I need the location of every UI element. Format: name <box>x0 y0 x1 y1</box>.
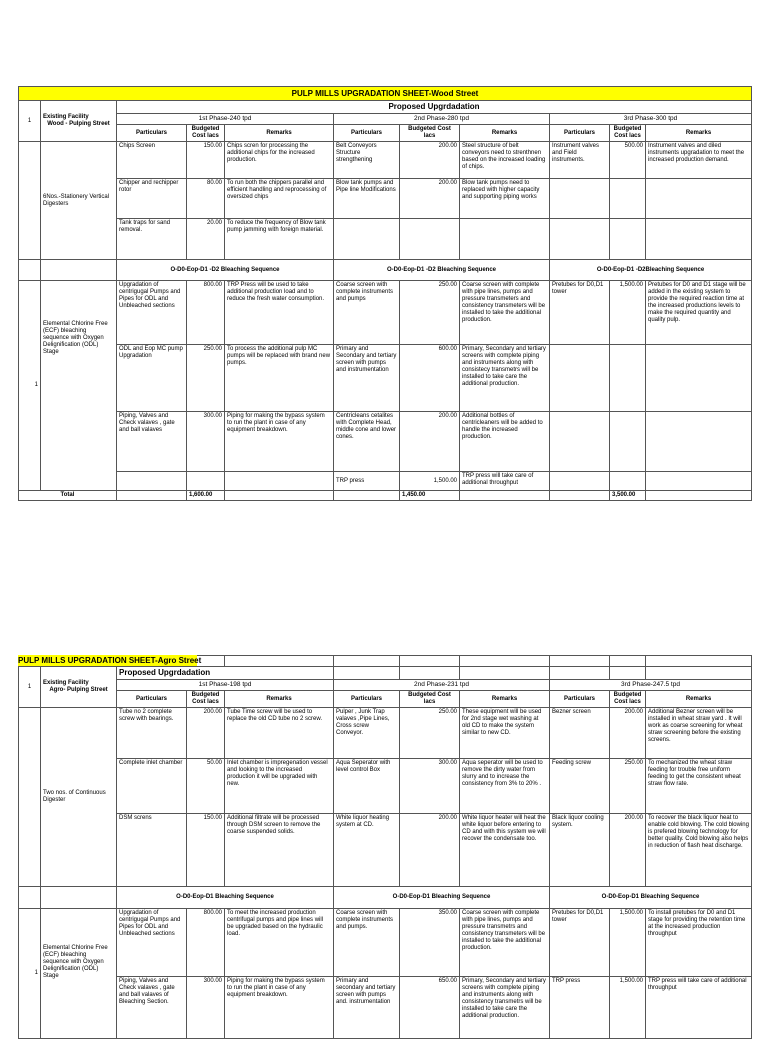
remarks-cell: To recover the black liquor heat to enable cold blowing. The cold blowing is prefered blowing technology for better quality. Cold blowing also helps in reduction of flash heat discharge. <box>646 814 752 887</box>
bleaching-sequence-header: O-D0-Eop-D1 Bleaching Sequence <box>334 887 550 909</box>
phase-3-header: 3rd Phase-300 tpd <box>550 114 752 125</box>
phase-3-header: 3rd Phase-247.5 tpd <box>550 680 752 691</box>
budget-cell: 20.00 <box>187 219 225 260</box>
remarks-cell: To reduce the frequency of Blow tank pump jamming with foreign material. <box>225 219 334 260</box>
group-number: 1 <box>19 281 41 491</box>
col-budget: Budgeted Cost lacs <box>187 691 225 708</box>
total-phase-3: 3,500.00 <box>610 491 646 501</box>
existing-facility-sub: Agro- Pulping Street <box>49 687 108 693</box>
total-phase-2: 1,450.00 <box>400 491 460 501</box>
budget-cell: 200.00 <box>400 814 460 887</box>
budget-cell: 800.00 <box>187 281 225 345</box>
remarks-cell: Primary, Secondary and tertiary screens with complete piping and instruments along with consistecy transmetrs will be installed to take care the additional production. <box>460 345 550 412</box>
budget-cell: 300.00 <box>187 412 225 472</box>
bleaching-sequence-header: O-D0-Eop-D1 -D2 Bleaching Sequence <box>334 260 550 281</box>
col-particulars: Particulars <box>550 691 610 708</box>
particulars-cell: Piping, Valves and Check valaves , gate and ball valaves <box>117 412 187 472</box>
budget-cell: 250.00 <box>187 345 225 412</box>
budget-cell: 300.00 <box>187 977 225 1039</box>
budget-cell: 350.00 <box>400 909 460 977</box>
sheet-title: PULP MILLS UPGRADATION SHEET-Wood Street <box>19 87 752 101</box>
group-digesters: 6Nos.-Stationery Vertical Digesters <box>41 142 117 260</box>
budget-cell: 150.00 <box>187 814 225 887</box>
col-remarks: Remarks <box>460 691 550 708</box>
particulars-cell: TRP press <box>334 472 400 491</box>
phase-1-header: 1st Phase-240 tpd <box>117 114 334 125</box>
particulars-cell: Primary and Secondary and tertiary screen with pumps and instrumentation <box>334 345 400 412</box>
bleaching-sequence-header: O-D0-Eop-D1 Bleaching Sequence <box>117 887 334 909</box>
particulars-cell: Tank traps for sand removal. <box>117 219 187 260</box>
remarks-cell: Chips scren for processing the additional chips for the increased production. <box>225 142 334 179</box>
remarks-cell: Steel structure of belt conveyors need to strenthnen based on the increased loading of chips. <box>460 142 550 179</box>
remarks-cell: To install pretubes for D0 and D1 stage for providing the retention time at the increased production throughput <box>646 909 752 977</box>
remarks-cell: To meet the increased production centrifugal pumps and pipe lines will be upgraded based on the hydraulic load. <box>225 909 334 977</box>
proposed-header: Proposed Upgrdadation <box>117 101 752 114</box>
particulars-cell: Pretubes for D0,D1 tower <box>550 909 610 977</box>
budget-cell: 80.00 <box>187 179 225 219</box>
col-remarks: Remarks <box>646 691 752 708</box>
budget-cell: 1,500.00 <box>400 472 460 491</box>
wood-street-sheet <box>18 86 752 501</box>
remarks-cell: White liquor heater will heat the white liquor before entering to CD and with this system we will recover the condensate too. <box>460 814 550 887</box>
phase-2-header: 2nd Phase-231 tpd <box>334 680 550 691</box>
budget-cell: 200.00 <box>400 412 460 472</box>
budget-cell: 600.00 <box>400 345 460 412</box>
particulars-cell: Pulper , Junk Trap valaves ,Pipe Lines, Cross screw Conveyor. <box>334 708 400 759</box>
remarks-cell: Additional bottles of centricleaners will be added to handle the increased production. <box>460 412 550 472</box>
remarks-cell: Piping for making the bypass system to run the plant in case of any equipment breakdown. <box>225 412 334 472</box>
particulars-cell: Chips Screen <box>117 142 187 179</box>
existing-facility-header <box>41 667 117 708</box>
existing-facility-label: Existing Facility <box>43 680 89 686</box>
budget-cell: 300.00 <box>400 759 460 814</box>
col-particulars: Particulars <box>334 691 400 708</box>
budget-cell: 200.00 <box>610 708 646 759</box>
budget-cell: 200.00 <box>187 708 225 759</box>
col-particulars: Particulars <box>334 125 400 142</box>
group-ecf-bleaching: Elemental Chlorine Free (ECF) bleaching sequence with Oxygen Delignification (ODL) Stage <box>41 281 117 491</box>
particulars-cell: Coarse screen with complete instruments and pumps. <box>334 909 400 977</box>
particulars-cell: Black liquor cooling system. <box>550 814 610 887</box>
particulars-cell: Complete inlet chamber <box>117 759 187 814</box>
budget-cell: 650.00 <box>400 977 460 1039</box>
phase-1-header: 1st Phase-198 tpd <box>117 680 334 691</box>
row-number: 1 <box>19 667 41 708</box>
col-budget: Budgeted Cost lacs <box>400 125 460 142</box>
particulars-cell: Piping, Valves and Check valaves , gate and ball valaves of Bleaching Section. <box>117 977 187 1039</box>
group-number: 1 <box>19 909 41 1039</box>
particulars-cell: Feeding screw <box>550 759 610 814</box>
particulars-cell: Bezner screen <box>550 708 610 759</box>
col-budget: Budgeted Cost lacs <box>400 691 460 708</box>
proposed-header: Proposed Upgrdadation <box>117 667 334 680</box>
budget-cell: 1,500.00 <box>610 977 646 1039</box>
remarks-cell: Instrument valves and diled instruments upgradation to meet the increased production demand. <box>646 142 752 179</box>
remarks-cell: Additional Bezner screen will be installed in wheat straw yard . It will work as coarse screening for wheat straw screening before the existing screens. <box>646 708 752 759</box>
sheet-title: PULP MILLS UPGRADATION SHEET-Agro Street <box>18 656 202 665</box>
remarks-cell: Inlet chamber is impregenation vessel and looking to the increased production it will be upgraded with new. <box>225 759 334 814</box>
budget-cell: 200.00 <box>400 142 460 179</box>
particulars-cell: Upgradation of centrigugal Pumps and Pipes for ODL and Unbleached sections <box>117 909 187 977</box>
col-remarks: Remarks <box>225 691 334 708</box>
row-number: 1 <box>19 101 41 142</box>
remarks-cell: Piping for making the bypass system to run the plant in case of any equipment breakdown. <box>225 977 334 1039</box>
particulars-cell: Belt Conveyors Structure strengthening <box>334 142 400 179</box>
particulars-cell: White liquor heating system at CD. <box>334 814 400 887</box>
col-remarks: Remarks <box>225 125 334 142</box>
existing-facility-label: Existing Facility <box>43 114 89 120</box>
particulars-cell: ODL and Eop MC pump Upgradation <box>117 345 187 412</box>
remarks-cell: To process the additional pulp MC pumps will be replaced with brand new pumps. <box>225 345 334 412</box>
bleaching-sequence-header: O-D0-Eop-D1 -D2 Bleaching Sequence <box>117 260 334 281</box>
budget-cell: 150.00 <box>187 142 225 179</box>
col-budget: Budgeted Cost lacs <box>610 125 646 142</box>
remarks-cell: TRP press will take care of additional throughput <box>460 472 550 491</box>
particulars-cell: Pretubes for D0,D1 tower <box>550 281 610 345</box>
agro-street-sheet <box>18 655 752 1039</box>
particulars-cell: Blow tank pumps and Pipe line Modifications <box>334 179 400 219</box>
total-label: Total <box>19 491 117 501</box>
budget-cell: 50.00 <box>187 759 225 814</box>
budget-cell: 500.00 <box>610 142 646 179</box>
col-particulars: Particulars <box>117 125 187 142</box>
budget-cell: 200.00 <box>400 179 460 219</box>
particulars-cell: Centricleans cetalites with Complete Head, middle cone and lower cones. <box>334 412 400 472</box>
bleaching-sequence-header: O-D0-Eop-D1 Bleaching Sequence <box>550 887 752 909</box>
remarks-cell: Blow tank pumps need to replaced with higher capacity and supporting piping works <box>460 179 550 219</box>
particulars-cell: Coarse screen with complete instruments and pumps <box>334 281 400 345</box>
col-budget: Budgeted Cost lacs <box>187 125 225 142</box>
existing-facility-header <box>41 101 117 142</box>
particulars-cell: Aqua Seperator with level control Box <box>334 759 400 814</box>
budget-cell: 250.00 <box>400 708 460 759</box>
remarks-cell: To mechanized the wheat straw feeding for trouble free uniform feeding to get the consistent wheat straw flow rate. <box>646 759 752 814</box>
budget-cell: 800.00 <box>187 909 225 977</box>
col-budget: Budgeted Cost lacs <box>610 691 646 708</box>
remarks-cell: TRP press will take care of additional throughput <box>646 977 752 1039</box>
budget-cell: 200.00 <box>610 814 646 887</box>
budget-cell: 250.00 <box>610 759 646 814</box>
particulars-cell: Instrument valves and Field instruments. <box>550 142 610 179</box>
total-phase-1: 1,600.00 <box>187 491 225 501</box>
remarks-cell: Coarse screen with complete with pipe lines, pumps and pressure transmetrs and consistency transmeters will be installed to take the additional production. <box>460 909 550 977</box>
col-particulars: Particulars <box>550 125 610 142</box>
col-remarks: Remarks <box>460 125 550 142</box>
remarks-cell: To run both the chippers parallel and efficient handling and reprocessing of oversized chips <box>225 179 334 219</box>
remarks-cell: These equipment will be used for 2nd stage wet washing at old CD to make the system similar to new CD. <box>460 708 550 759</box>
bleaching-sequence-header: O-D0-Eop-D1 -D2Bleaching Sequence <box>550 260 752 281</box>
group-continuous-digester: Two nos. of Continuous Digester <box>41 708 117 887</box>
particulars-cell: DSM screns <box>117 814 187 887</box>
particulars-cell: TRP press <box>550 977 610 1039</box>
remarks-cell: Primary, Secondary and tertiary screens with complete piping and instruments along with consistency transmetrs will be installed to take care the additional production. <box>460 977 550 1039</box>
particulars-cell: Upgradation of centrigugal Pumps and Pipes for ODL and Unbleached sections <box>117 281 187 345</box>
budget-cell: 1,500.00 <box>610 909 646 977</box>
remarks-cell: Coarse screen with complete with pipe lines, pumps and pressure transmeters and consistency transmeters will be installed to take the additional production. <box>460 281 550 345</box>
budget-cell: 250.00 <box>400 281 460 345</box>
particulars-cell: Tube no 2 complete screw with bearings. <box>117 708 187 759</box>
particulars-cell: Primary and secondary and tertiary screen with pumps and. instrumentation <box>334 977 400 1039</box>
existing-facility-sub: Wood - Pulping Street <box>47 121 110 127</box>
budget-cell: 1,500.00 <box>610 281 646 345</box>
remarks-cell: Aqua seperator will be used to remove the dirty water from slurry and to increase the consistency from 3% to 20% . <box>460 759 550 814</box>
remarks-cell: TRP Press will be used to take additional production load and to reduce the fresh water consumption. <box>225 281 334 345</box>
col-remarks: Remarks <box>646 125 752 142</box>
phase-2-header: 2nd Phase-280 tpd <box>334 114 550 125</box>
remarks-cell: Additional filtrate will be processed through DSM screen to remove the coarse suspended solids. <box>225 814 334 887</box>
particulars-cell: Chipper and rechipper rotor <box>117 179 187 219</box>
col-particulars: Particulars <box>117 691 187 708</box>
remarks-cell: Tube Time screw will be used to replace the old CD tube no 2 screw. <box>225 708 334 759</box>
group-ecf-bleaching: Elemental Chlorine Free (ECF) bleaching sequence with Oxygen Delignification (ODL) Stage <box>41 909 117 1039</box>
remarks-cell: Pretubes for D0 and D1 stage will be added in the existing system to provide the required reaction time at the increased productions levels to make the required quantity and quality pulp. <box>646 281 752 345</box>
